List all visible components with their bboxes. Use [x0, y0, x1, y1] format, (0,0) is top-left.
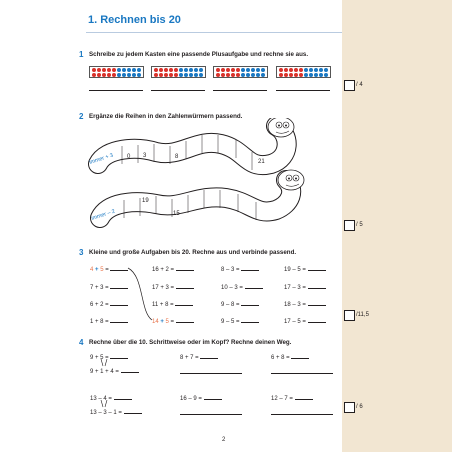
bead: [127, 68, 131, 72]
answer-line[interactable]: [180, 414, 242, 415]
bead: [221, 73, 225, 77]
bead: [112, 68, 116, 72]
answer-blank[interactable]: [175, 299, 193, 306]
exercise-item: 6 + 2 =: [90, 299, 128, 308]
exercise-item: 9 + 1 + 4 =: [90, 366, 139, 375]
task-1-instruction: Schreibe zu jedem Kasten eine passende Plusaufgabe und rechne sie aus.: [89, 51, 309, 58]
exercise-item: 16 – 9 =: [180, 393, 222, 402]
bead-rack-4: [276, 66, 331, 78]
bead: [314, 73, 318, 77]
answer-line[interactable]: [180, 373, 242, 374]
bead: [246, 68, 250, 72]
bead: [164, 68, 168, 72]
answer-blank[interactable]: [308, 316, 326, 323]
answer-blank[interactable]: [308, 282, 326, 289]
bead: [241, 73, 245, 77]
bead: [241, 68, 245, 72]
page-number: 2: [222, 437, 226, 443]
bead: [319, 73, 323, 77]
answer-line[interactable]: [271, 373, 333, 374]
bead: [122, 68, 126, 72]
worm-1-value: 0: [127, 154, 131, 160]
bead: [309, 73, 313, 77]
bead: [319, 68, 323, 72]
bead: [159, 68, 163, 72]
bead-rack-3: [213, 66, 268, 78]
bead: [174, 68, 178, 72]
answer-blank[interactable]: [241, 316, 259, 323]
bead: [159, 73, 163, 77]
task-4-number: 4: [79, 338, 84, 347]
bead: [117, 73, 121, 77]
bead: [236, 73, 240, 77]
exercise-item: 4 + 5 =: [90, 264, 128, 273]
worm-1-value: 8: [175, 154, 179, 160]
bead: [284, 68, 288, 72]
bead-rack-2: [151, 66, 206, 78]
task-2-number: 2: [79, 112, 84, 121]
bead: [97, 73, 101, 77]
answer-blank[interactable]: [176, 316, 194, 323]
score-box-4[interactable]: [344, 402, 355, 413]
bead: [324, 73, 328, 77]
task-3-instruction: Kleine und große Aufgaben bis 20. Rechne aus und verbinde passend.: [89, 249, 297, 256]
exercise-item: 17 – 5 =: [284, 316, 326, 325]
bead: [304, 73, 308, 77]
answer-blank[interactable]: [291, 352, 309, 359]
bead: [231, 68, 235, 72]
bead-rack-1: [89, 66, 144, 78]
bead: [97, 68, 101, 72]
worm-1-value: 3: [143, 153, 147, 159]
bead: [92, 68, 96, 72]
bead: [314, 68, 318, 72]
bead: [261, 68, 265, 72]
exercise-item: 9 – 8 =: [221, 299, 259, 308]
bead: [251, 73, 255, 77]
page-title: 1. Rechnen bis 20: [88, 14, 181, 26]
exercise-item: 14 + 5 =: [152, 316, 194, 325]
bead: [132, 73, 136, 77]
bead: [137, 73, 141, 77]
bead: [184, 68, 188, 72]
title-divider: [86, 32, 342, 33]
bead: [132, 68, 136, 72]
bead: [226, 68, 230, 72]
worm-2-value: 15: [173, 211, 180, 217]
bead: [107, 73, 111, 77]
bead: [154, 73, 158, 77]
worm-1-value: 21: [258, 159, 265, 165]
bead: [164, 73, 168, 77]
bead: [199, 73, 203, 77]
exercise-item: 1 + 8 =: [90, 316, 128, 325]
bead: [154, 68, 158, 72]
score-label-3: /11,5: [356, 312, 369, 318]
bead: [261, 73, 265, 77]
bead: [137, 68, 141, 72]
score-label-2: / 5: [356, 222, 363, 228]
bead: [216, 73, 220, 77]
exercise-item: 13 – 4 =: [90, 393, 132, 402]
exercise-item: 17 – 3 =: [284, 282, 326, 291]
bead: [256, 73, 260, 77]
answer-blank[interactable]: [308, 299, 326, 306]
bead: [216, 68, 220, 72]
exercise-item: 9 – 5 =: [221, 316, 259, 325]
bead: [289, 73, 293, 77]
bead: [194, 73, 198, 77]
bead: [107, 68, 111, 72]
bead: [294, 73, 298, 77]
exercise-item: 19 – 5 =: [284, 264, 326, 273]
bead: [127, 73, 131, 77]
task-1-number: 1: [79, 50, 84, 59]
bead: [309, 68, 313, 72]
answer-line[interactable]: [276, 90, 330, 91]
bead: [289, 68, 293, 72]
task-2-instruction: Ergänze die Reihen in den Zahlenwürmern passend.: [89, 113, 243, 120]
bead: [226, 73, 230, 77]
score-box-3[interactable]: [344, 310, 355, 321]
exercise-item: 6 + 8 =: [271, 352, 309, 361]
answer-blank[interactable]: [241, 264, 259, 271]
bead: [117, 68, 121, 72]
bead: [92, 73, 96, 77]
answer-blank[interactable]: [295, 393, 313, 400]
exercise-item: 10 – 3 =: [221, 282, 263, 291]
score-box-2[interactable]: [344, 220, 355, 231]
bead: [294, 68, 298, 72]
bead: [189, 68, 193, 72]
score-label-4: / 6: [356, 404, 363, 410]
bead: [256, 68, 260, 72]
bead: [299, 73, 303, 77]
answer-blank[interactable]: [245, 282, 263, 289]
bead: [169, 73, 173, 77]
exercise-item: 8 + 7 =: [180, 352, 218, 361]
answer-blank[interactable]: [200, 352, 218, 359]
bead: [102, 73, 106, 77]
exercise-item: 8 – 3 =: [221, 264, 259, 273]
answer-blank[interactable]: [204, 393, 222, 400]
bead: [304, 68, 308, 72]
bead: [184, 73, 188, 77]
score-box-1[interactable]: [344, 80, 355, 91]
exercise-item: 7 + 3 =: [90, 282, 128, 291]
bead: [279, 68, 283, 72]
bead: [251, 68, 255, 72]
bead: [169, 68, 173, 72]
bead: [284, 73, 288, 77]
answer-blank[interactable]: [121, 366, 139, 373]
exercise-item: 12 – 7 =: [271, 393, 313, 402]
bead: [122, 73, 126, 77]
answer-line[interactable]: [89, 90, 143, 91]
answer-line[interactable]: [213, 90, 267, 91]
bead: [199, 68, 203, 72]
answer-blank[interactable]: [308, 264, 326, 271]
answer-blank[interactable]: [110, 352, 128, 359]
exercise-item: 17 + 3 =: [152, 282, 194, 291]
worm-2-label: immer – 2: [90, 208, 116, 222]
answer-line[interactable]: [151, 90, 205, 91]
bead: [174, 73, 178, 77]
bead: [246, 73, 250, 77]
score-label-1: / 4: [356, 82, 363, 88]
connecting-line: [126, 266, 156, 324]
answer-blank[interactable]: [124, 407, 142, 414]
bead: [194, 68, 198, 72]
bead: [221, 68, 225, 72]
worm-1-label: immer + 3: [88, 152, 115, 166]
exercise-item: 9 + 5 =: [90, 352, 128, 361]
answer-blank[interactable]: [176, 264, 194, 271]
bead: [179, 73, 183, 77]
worm-2-value: 19: [142, 198, 149, 204]
bead: [102, 68, 106, 72]
answer-blank[interactable]: [241, 299, 259, 306]
bead: [279, 73, 283, 77]
bead: [179, 68, 183, 72]
bead: [231, 73, 235, 77]
bead: [324, 68, 328, 72]
answer-blank[interactable]: [176, 282, 194, 289]
task-4-instruction: Rechne über die 10. Schrittweise oder im Kopf? Rechne deinen Weg.: [89, 339, 292, 346]
bead: [189, 73, 193, 77]
number-worms-illustration: [86, 118, 342, 242]
exercise-item: 11 + 8 =: [152, 299, 193, 308]
bead: [112, 73, 116, 77]
task-3-number: 3: [79, 248, 84, 257]
bead: [236, 68, 240, 72]
exercise-item: 13 – 3 – 1 =: [90, 407, 142, 416]
answer-blank[interactable]: [114, 393, 132, 400]
bead: [299, 68, 303, 72]
exercise-item: 16 + 2 =: [152, 264, 194, 273]
exercise-item: 18 – 3 =: [284, 299, 326, 308]
answer-line[interactable]: [271, 414, 333, 415]
